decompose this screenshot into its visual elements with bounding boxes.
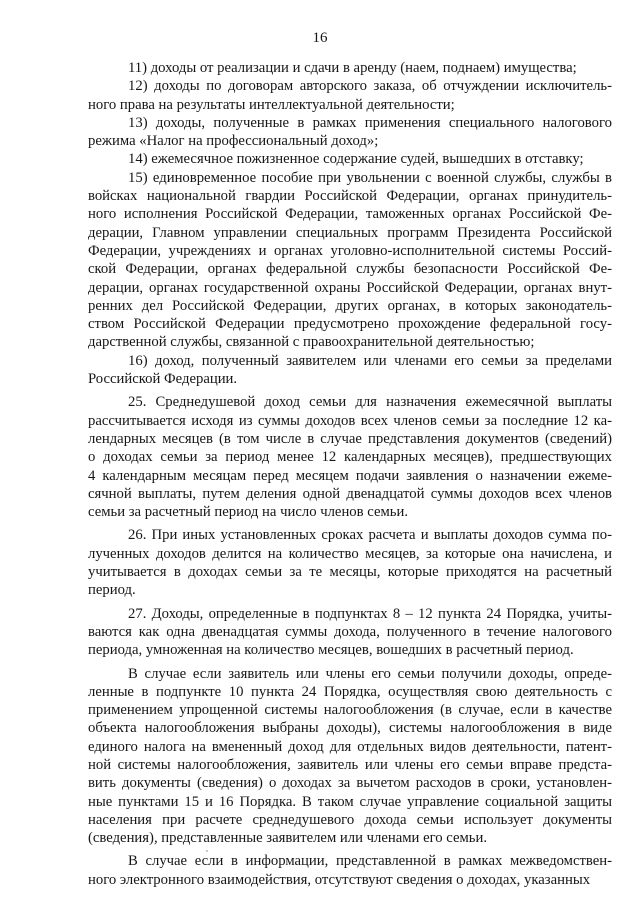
text-line: рассчитывается исходя из суммы доходов всех членов семьи за последние 12 ка- [88,412,612,429]
text-line: 13) доходы, полученные в рамках применения специального налогового [128,114,612,131]
text-line: 15) единовременное пособие при увольнении с военной службы, службы в [128,169,612,186]
paragraph [88,393,612,521]
text-line: семьи за расчетный период на число членов семьи. [88,504,409,521]
text-line: Российской Федерации. [88,371,238,388]
text-line: применением упрощенной системы налогообложения (в случае, если в качестве [88,702,612,719]
text-line: дерации, Главном управлении специальных программ Президента Российской [88,224,612,241]
paragraph [88,352,612,389]
text-line: дарственной службы, связанной с правоохранительной деятельностью; [88,334,535,351]
text-line: ской Федерации, органах федеральной службы безопасности Российской Фе- [88,261,612,278]
paragraph [88,150,612,168]
text-line: В случае если заявитель или члены его семьи получили доходы, опреде- [128,665,612,682]
text-line: ством Российской Федерации предусмотрено прохождение федеральной госу- [88,316,612,333]
body-text [88,59,612,889]
text-line: сячной выплаты, путем деления одной двенадцатой суммы доходов всех членов [88,485,612,502]
paragraph [88,526,612,599]
text-line: период. [88,582,136,599]
text-line: ваются как одна двенадцатая суммы дохода, полученного в течение налогового [88,623,612,640]
text-line: учитывается в доходах семьи за те месяцы, которые приходятся на расчетный [88,564,612,581]
text-line: о доходах семьи за период менее 12 календарных месяцев), предшествующих [88,449,612,466]
text-line: В случае если в информации, представленной в рамках межведомствен- [128,853,612,870]
text-line: лученных доходов делится на количество месяцев, за которые она начислена, и [88,545,612,562]
paragraph [88,665,612,848]
text-line: ренних дел Российской Федерации, других органах, в которых законодатель- [88,297,612,314]
text-line: ленные в подпункте 10 пункта 24 Порядка, осуществляя свою деятельность с [88,683,612,700]
text-line: 14) ежемесячное пожизненное содержание судей, вышедших в отставку; [128,151,584,168]
scan-artifact [206,850,208,852]
text-line: единого налога на вмененный доход для отдельных видов деятельности, патент- [88,738,612,755]
page-number: 16 [312,30,328,46]
text-line: 16) доход, полученный заявителем или членами его семьи за пределами [128,352,612,369]
text-line: Федерации, учреждениях и органах уголовно-исполнительной системы Россий- [88,242,612,259]
text-line: объекта налогообложения выбраны доходы), системы налогообложения в виде [88,720,612,737]
text-line: лендарных месяцев (в том числе в случае представления документов (сведений) [88,430,612,447]
text-line: ные пунктами 15 и 16 Порядка. В таком случае управление социальной защиты [88,793,612,810]
text-line: войсках национальной гвардии Российской Федерации, органах принудитель- [88,188,612,205]
text-line: 26. При иных установленных сроках расчета и выплаты доходов сумма по- [128,527,612,544]
text-line: дерации, органах государственной охраны Российской Федерации, органах внут- [88,279,612,296]
text-line: ного права на результаты интеллектуальной деятельности; [88,96,455,113]
text-line: 11) доходы от реализации и сдачи в аренду (наем, поднаем) имущества; [128,60,577,76]
paragraph [88,605,612,660]
text-line: населения при расчете среднедушевого дохода семьи использует документы [88,811,612,828]
text-line: ной системы налогообложения, заявитель или члены его семьи вправе предста- [88,756,612,773]
text-line: режима «Налог на профессиональный доход»; [88,133,379,150]
text-line: 25. Среднедушевой доход семьи для назначения ежемесячной выплаты [128,394,612,411]
paragraph [88,114,612,151]
text-line: вить документы (сведения) о доходах за вычетом расходов в сроки, установлен- [88,775,612,792]
text-line: 4 календарным месяцам перед месяцем подачи заявления о назначении ежеме- [88,467,612,484]
text-line: 12) доходы по договорам авторского заказа, об отчуждении исключитель- [128,78,612,95]
text-line: ного исполнения Российской Федерации, таможенных органах Российской Фе- [88,206,612,223]
text-line: периода, умноженная на количество месяцев, вошедших в расчетный период. [88,642,574,659]
paragraph [88,852,612,889]
paragraph [88,77,612,114]
paragraph [88,169,612,352]
text-line: (сведения), представленные заявителем или членами его семьи. [88,830,488,847]
text-line: 27. Доходы, определенные в подпунктах 8 – 12 пункта 24 Порядка, учиты- [128,605,612,622]
paragraph [88,59,612,77]
text-line: ного электронного взаимодействия, отсутствуют сведения о доходах, указанных [88,871,591,888]
